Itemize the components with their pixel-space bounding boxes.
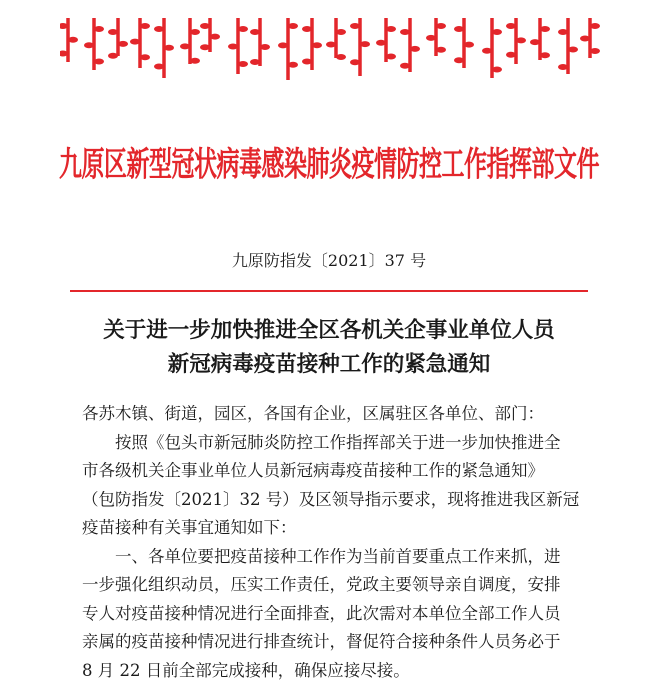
paragraph-line: （包防指发〔2021〕32 号）及区领导指示要求，现将推进我区新冠 xyxy=(82,489,580,509)
notice-title-line-2: 新冠病毒疫苗接种工作的紧急通知 xyxy=(167,352,491,377)
paragraph-line: 8 月 22 日前全部完成接种，确保应接尽接。 xyxy=(82,660,410,680)
notice-body xyxy=(82,400,592,685)
paragraph-line: 亲属的疫苗接种情况进行排查统计，督促符合接种条件人员务必于 xyxy=(82,632,561,651)
paragraph-line: 专人对疫苗接种情况进行全面排查，此次需对本单位全部工作人员 xyxy=(82,603,561,623)
paragraph-line: 疫苗接种有关事宜通知如下： xyxy=(82,518,297,537)
addressee-line: 各苏木镇、街道，园区，各国有企业，区属驻区各单位、部门： xyxy=(82,404,544,423)
mongolian-script-header xyxy=(60,12,600,90)
paragraph-line: 市各级机关企事业单位人员新冠病毒疫苗接种工作的紧急通知》 xyxy=(82,461,544,480)
notice-title-line-1: 关于进一步加快推进全区各机关企事业单位人员 xyxy=(103,318,555,343)
document-header-title: 九原区新型冠状病毒感染肺炎疫情防控工作指挥部文件 xyxy=(59,146,599,185)
red-divider-line xyxy=(70,290,588,292)
paragraph-line: 按照《包头市新冠肺炎防控工作指挥部关于进一步加快推进全 xyxy=(115,432,561,452)
paragraph-line: 一、各单位要把疫苗接种工作作为当前首要重点工作来抓，进 xyxy=(115,546,561,566)
notice-title xyxy=(0,314,658,382)
document-number: 九原防指发〔2021〕37 号 xyxy=(231,251,427,270)
paragraph-line: 一步强化组织动员，压实工作责任，党政主要领导亲自调度，安排 xyxy=(82,575,561,594)
